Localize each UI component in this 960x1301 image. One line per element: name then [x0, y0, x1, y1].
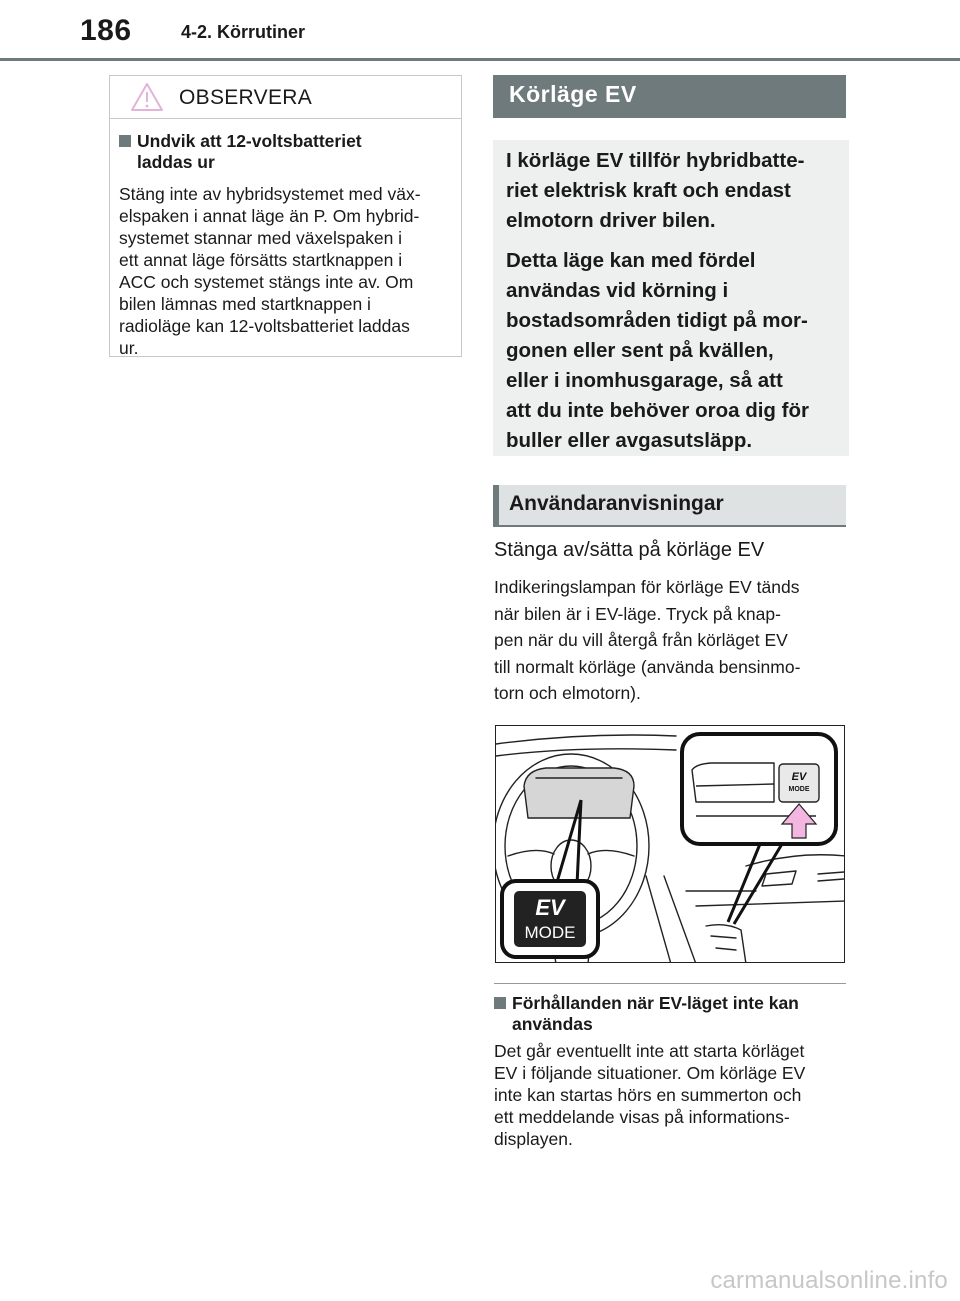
- caution-line: elspaken i annat läge än P. Om hybrid-: [119, 206, 420, 226]
- caution-line: ur.: [119, 338, 139, 358]
- usage-heading: Användaranvisningar: [509, 492, 724, 515]
- toggle-line: torn och elmotorn).: [494, 683, 641, 703]
- header-rule: [0, 58, 960, 61]
- ev-intro-paragraph-2: [506, 246, 835, 456]
- section-divider: [494, 983, 846, 984]
- warning-triangle-icon: [130, 82, 164, 112]
- caution-label: OBSERVERA: [179, 86, 313, 109]
- dashboard-drawing: [496, 726, 845, 963]
- section-title: 4-2. Körrutiner: [181, 22, 306, 42]
- intro-line: buller eller avgasutsläpp.: [506, 429, 753, 452]
- ev-section-banner: [493, 75, 846, 118]
- ev-mode-small-mode: MODE: [788, 786, 810, 793]
- ev-mode-small-ev: EV: [791, 771, 807, 783]
- conditions-heading-line: användas: [512, 1014, 593, 1034]
- toggle-text: [494, 574, 846, 707]
- intro-line: att du inte behöver oroa dig för: [506, 399, 809, 422]
- conditions-line: inte kan startas hörs en summerton och: [494, 1085, 802, 1105]
- toggle-line: när bilen är i EV-läge. Tryck på knap-: [494, 603, 781, 624]
- caution-text: [119, 183, 447, 359]
- ev-intro-paragraph-1: [506, 146, 835, 236]
- ev-mode-large-mode: MODE: [524, 923, 576, 942]
- conditions-text: [494, 1040, 846, 1150]
- conditions-line: Det går eventuellt inte att starta körläget: [494, 1041, 805, 1061]
- caution-line: ACC och systemet stängs inte av. Om: [119, 272, 414, 292]
- caution-line: ett annat läge försätts startknappen i: [119, 250, 403, 270]
- ev-mode-large-ev: EV: [535, 895, 565, 920]
- conditions-line: displayen.: [494, 1129, 573, 1149]
- caution-line: systemet stannar med växelspaken i: [119, 228, 403, 248]
- intro-line: I körläge EV tillför hybridbatte-: [506, 149, 805, 172]
- toggle-line: pen när du vill återgå från körläget EV: [494, 630, 788, 650]
- intro-line: elmotorn driver bilen.: [506, 209, 716, 232]
- conditions-heading: [494, 993, 846, 1035]
- intro-line: eller i inomhusgarage, så att: [506, 369, 783, 392]
- bullet-square-icon: [119, 135, 131, 147]
- caution-heading-line: laddas ur: [137, 152, 215, 172]
- caution-box: [109, 75, 462, 357]
- caution-heading-line: Undvik att 12-voltsbatteriet: [137, 131, 362, 151]
- intro-line: riet elektrisk kraft och endast: [506, 179, 791, 202]
- conditions-line: EV i följande situationer. Om körläge EV: [494, 1063, 806, 1083]
- caution-header: [110, 76, 461, 119]
- ev-intro-box: [493, 140, 849, 456]
- usage-heading-bar: [493, 485, 846, 527]
- intro-line: användas vid körning i: [506, 279, 729, 302]
- conditions-heading-line: Förhållanden när EV-läget inte kan: [512, 993, 799, 1013]
- ev-section-title: Körläge EV: [509, 81, 637, 107]
- toggle-line: till normalt körläge (använda bensinmo-: [494, 656, 801, 677]
- caution-line: radioläge kan 12-voltsbatteriet laddas: [119, 316, 410, 336]
- intro-line: bostadsområden tidigt på mor-: [506, 309, 808, 332]
- intro-line: gonen eller sent på kvällen,: [506, 339, 774, 362]
- watermark: carmanualsonline.info: [710, 1267, 948, 1294]
- caution-heading: [119, 131, 447, 173]
- page-number: 186: [80, 14, 132, 47]
- ev-mode-button-small: [779, 764, 819, 802]
- toggle-line: Indikeringslampan för körläge EV tänds: [494, 577, 800, 597]
- bullet-square-icon: [494, 997, 506, 1009]
- caution-line: Stäng inte av hybridsystemet med väx-: [119, 184, 421, 204]
- dashboard-illustration: [495, 725, 845, 963]
- intro-line: Detta läge kan med fördel: [506, 249, 756, 272]
- toggle-title: Stänga av/sätta på körläge EV: [494, 539, 765, 561]
- caution-body: [110, 119, 461, 359]
- conditions-line: ett meddelande visas på informations-: [494, 1107, 790, 1127]
- caution-line: bilen lämnas med startknappen i: [119, 294, 371, 314]
